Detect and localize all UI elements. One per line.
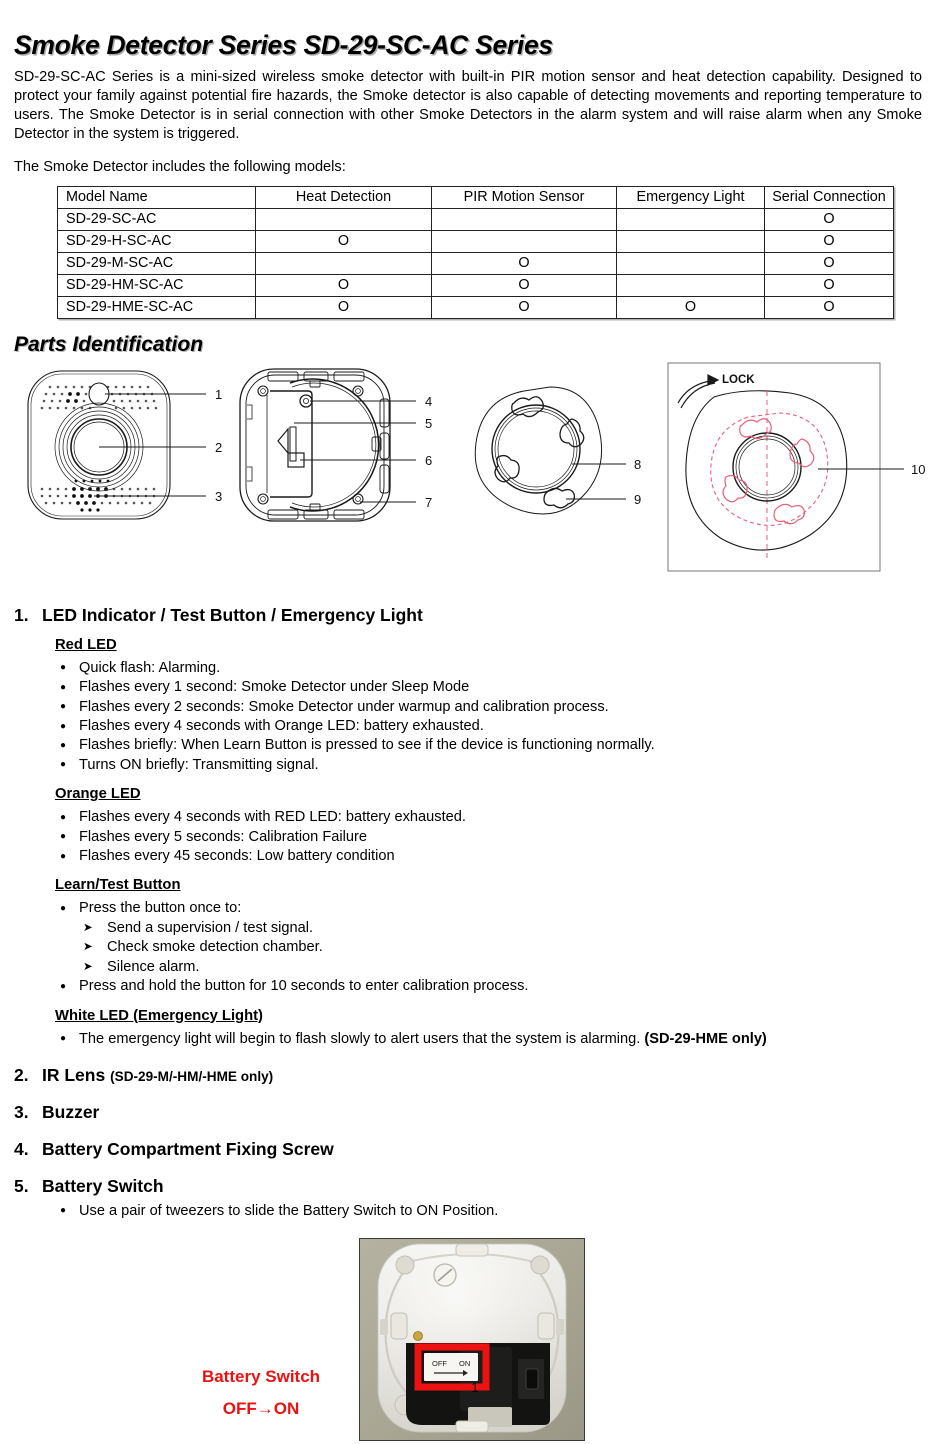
orange-led-bullets: [14, 808, 936, 866]
col-header-serial-connection: Serial Connection: [765, 186, 894, 208]
red-led-bullets: [14, 659, 936, 775]
list-item: ● Flashes every 45 seconds: Low battery condition: [55, 847, 936, 866]
col-header-model-name: Model Name: [58, 186, 256, 208]
list-item: ● Flashes every 1 second: Smoke Detector under Sleep Mode: [55, 678, 936, 697]
table-row: [58, 274, 894, 296]
cell-heat-detection: O: [256, 296, 432, 318]
cell-emergency-light: [617, 252, 765, 274]
callout-1: 1: [215, 386, 223, 402]
battery-switch-caption-line2: OFF→ON: [222, 1399, 300, 1419]
section-5-number: 5.: [14, 1175, 29, 1196]
callout-7: 7: [425, 494, 433, 510]
callout-9: 9: [634, 491, 642, 507]
cell-pir-motion-sensor: [432, 208, 617, 230]
col-header-pir-motion-sensor: PIR Motion Sensor: [432, 186, 617, 208]
learn-test-button-group: [14, 866, 936, 996]
photo-graphic: [360, 1239, 584, 1440]
white-led-heading: White LED (Emergency Light): [55, 1007, 263, 1024]
parts-identification-heading: Parts Identification: [14, 332, 204, 356]
cell-model-name: SD-29-M-SC-AC: [58, 252, 256, 274]
list-item: ● Flashes briefly: When Learn Button is pressed to see if the device is functioning normally.: [55, 736, 936, 755]
battery-compartment-photo: [359, 1238, 585, 1441]
callout-2: 2: [215, 439, 223, 455]
section-1-heading: [14, 605, 936, 626]
red-led-heading: Red LED: [55, 636, 117, 653]
section-1-title: LED Indicator / Test Button / Emergency Light: [42, 604, 423, 625]
section-3-heading: [14, 1102, 936, 1123]
front-view-diagram: [20, 361, 232, 541]
white-led-bullet-text: The emergency light will begin to flash slowly to alert users that the system is alarming.: [79, 1030, 645, 1047]
learn-test-button-bullets: [14, 899, 936, 996]
callout-8: 8: [634, 456, 642, 472]
list-item: ● Turns ON briefly: Transmitting signal.: [55, 756, 936, 775]
cell-heat-detection: O: [256, 230, 432, 252]
white-led-bullet-note: (SD-29-HME only): [644, 1030, 767, 1047]
intro-paragraph: SD-29-SC-AC Series is a mini-sized wireless smoke detector with built-in PIR motion sensor and heat detection capability. Designed to protect your family against potential fire hazards, the Smoke detector is also capable of detecting movements and reporting temperature to users. The Smoke Detector is in serial connection with other Smoke Detectors in the alarm system and will raise alarm when any Smoke Detector in the system is triggered.: [14, 68, 922, 143]
switch-label-on: ON: [459, 1359, 471, 1369]
callout-10: 10: [911, 461, 926, 477]
callout-4: 4: [425, 393, 433, 409]
mounting-plate-diagram: [454, 361, 659, 541]
list-item: ➤ Send a supervision / test signal.: [81, 919, 936, 938]
parts-diagram-strip: [14, 361, 936, 589]
section-5-heading: [14, 1176, 936, 1197]
cell-pir-motion-sensor: O: [432, 296, 617, 318]
list-item: ➤ Silence alarm.: [81, 958, 936, 977]
list-item: ● Flashes every 5 seconds: Calibration Failure: [55, 828, 936, 847]
cell-emergency-light: [617, 230, 765, 252]
section-2-heading: [14, 1065, 936, 1086]
cell-serial-connection: O: [765, 208, 894, 230]
section-1-number: 1.: [14, 604, 29, 625]
white-led-bullets: [14, 1030, 936, 1049]
list-item: [55, 1030, 936, 1049]
section-4-title: Battery Compartment Fixing Screw: [42, 1138, 334, 1159]
models-lead-in: The Smoke Detector includes the following models:: [14, 158, 346, 175]
white-led-group: [14, 997, 936, 1049]
section-4-heading: [14, 1139, 936, 1160]
list-item: ● Press and hold the button for 10 seconds to enter calibration process.: [55, 977, 936, 996]
battery-switch-bullets: [14, 1202, 936, 1221]
cell-heat-detection: [256, 252, 432, 274]
list-item: ● Flashes every 4 seconds with RED LED: battery exhausted.: [55, 808, 936, 827]
cell-heat-detection: [256, 208, 432, 230]
orange-led-group: [14, 775, 936, 866]
model-table-wrapper: [57, 186, 893, 319]
list-item: ➤ Check smoke detection chamber.: [81, 938, 936, 957]
lock-label: LOCK: [722, 373, 755, 386]
cell-serial-connection: O: [765, 230, 894, 252]
cell-model-name: SD-29-SC-AC: [58, 208, 256, 230]
back-view-diagram: [230, 361, 445, 541]
table-row: [58, 208, 894, 230]
col-header-heat-detection: Heat Detection: [256, 186, 432, 208]
section-5-title: Battery Switch: [42, 1175, 164, 1196]
red-led-group: [14, 626, 936, 775]
section-3-number: 3.: [14, 1101, 29, 1122]
battery-switch-caption-line1: Battery Switch: [201, 1367, 321, 1387]
list-item: ● Flashes every 4 seconds with Orange LED: battery exhausted.: [55, 717, 936, 736]
cell-model-name: SD-29-HM-SC-AC: [58, 274, 256, 296]
learn-test-button-heading: Learn/Test Button: [55, 877, 181, 894]
table-row: [58, 230, 894, 252]
list-item: ● Quick flash: Alarming.: [55, 659, 936, 678]
battery-switch-photo-block: [14, 1238, 936, 1444]
callout-6: 6: [425, 452, 433, 468]
model-table: [57, 186, 894, 319]
list-item: ● Flashes every 2 seconds: Smoke Detector under warmup and calibration process.: [55, 698, 936, 717]
cell-serial-connection: O: [765, 274, 894, 296]
cell-pir-motion-sensor: [432, 230, 617, 252]
cell-serial-connection: O: [765, 252, 894, 274]
section-2-title: IR Lens: [42, 1064, 106, 1085]
cell-model-name: SD-29-H-SC-AC: [58, 230, 256, 252]
list-item: ● Press the button once to:: [55, 899, 936, 918]
orange-led-heading: Orange LED: [55, 786, 141, 803]
cell-heat-detection: O: [256, 274, 432, 296]
table-header-row: [58, 186, 894, 208]
list-item: ● Use a pair of tweezers to slide the Battery Switch to ON Position.: [55, 1202, 936, 1221]
cell-emergency-light: [617, 208, 765, 230]
page-number: 1: [471, 1380, 479, 1395]
table-row: [58, 296, 894, 318]
cell-emergency-light: [617, 274, 765, 296]
learn-test-sub-bullets: [55, 919, 936, 977]
cell-model-name: SD-29-HME-SC-AC: [58, 296, 256, 318]
cell-serial-connection: O: [765, 296, 894, 318]
col-header-emergency-light: Emergency Light: [617, 186, 765, 208]
page-content: [14, 0, 936, 1444]
section-2-note: (SD-29-M/-HM/-HME only): [110, 1068, 274, 1084]
cell-pir-motion-sensor: O: [432, 274, 617, 296]
cell-emergency-light: O: [617, 296, 765, 318]
cell-pir-motion-sensor: O: [432, 252, 617, 274]
section-4-number: 4.: [14, 1138, 29, 1159]
lock-alignment-diagram: [666, 361, 930, 586]
callout-3: 3: [215, 488, 223, 504]
callout-5: 5: [425, 415, 433, 431]
page-title: Smoke Detector Series SD-29-SC-AC Series: [14, 30, 553, 60]
switch-label-off: OFF: [432, 1359, 447, 1369]
table-row: [58, 252, 894, 274]
section-3-title: Buzzer: [42, 1101, 100, 1122]
section-2-number: 2.: [14, 1064, 29, 1085]
